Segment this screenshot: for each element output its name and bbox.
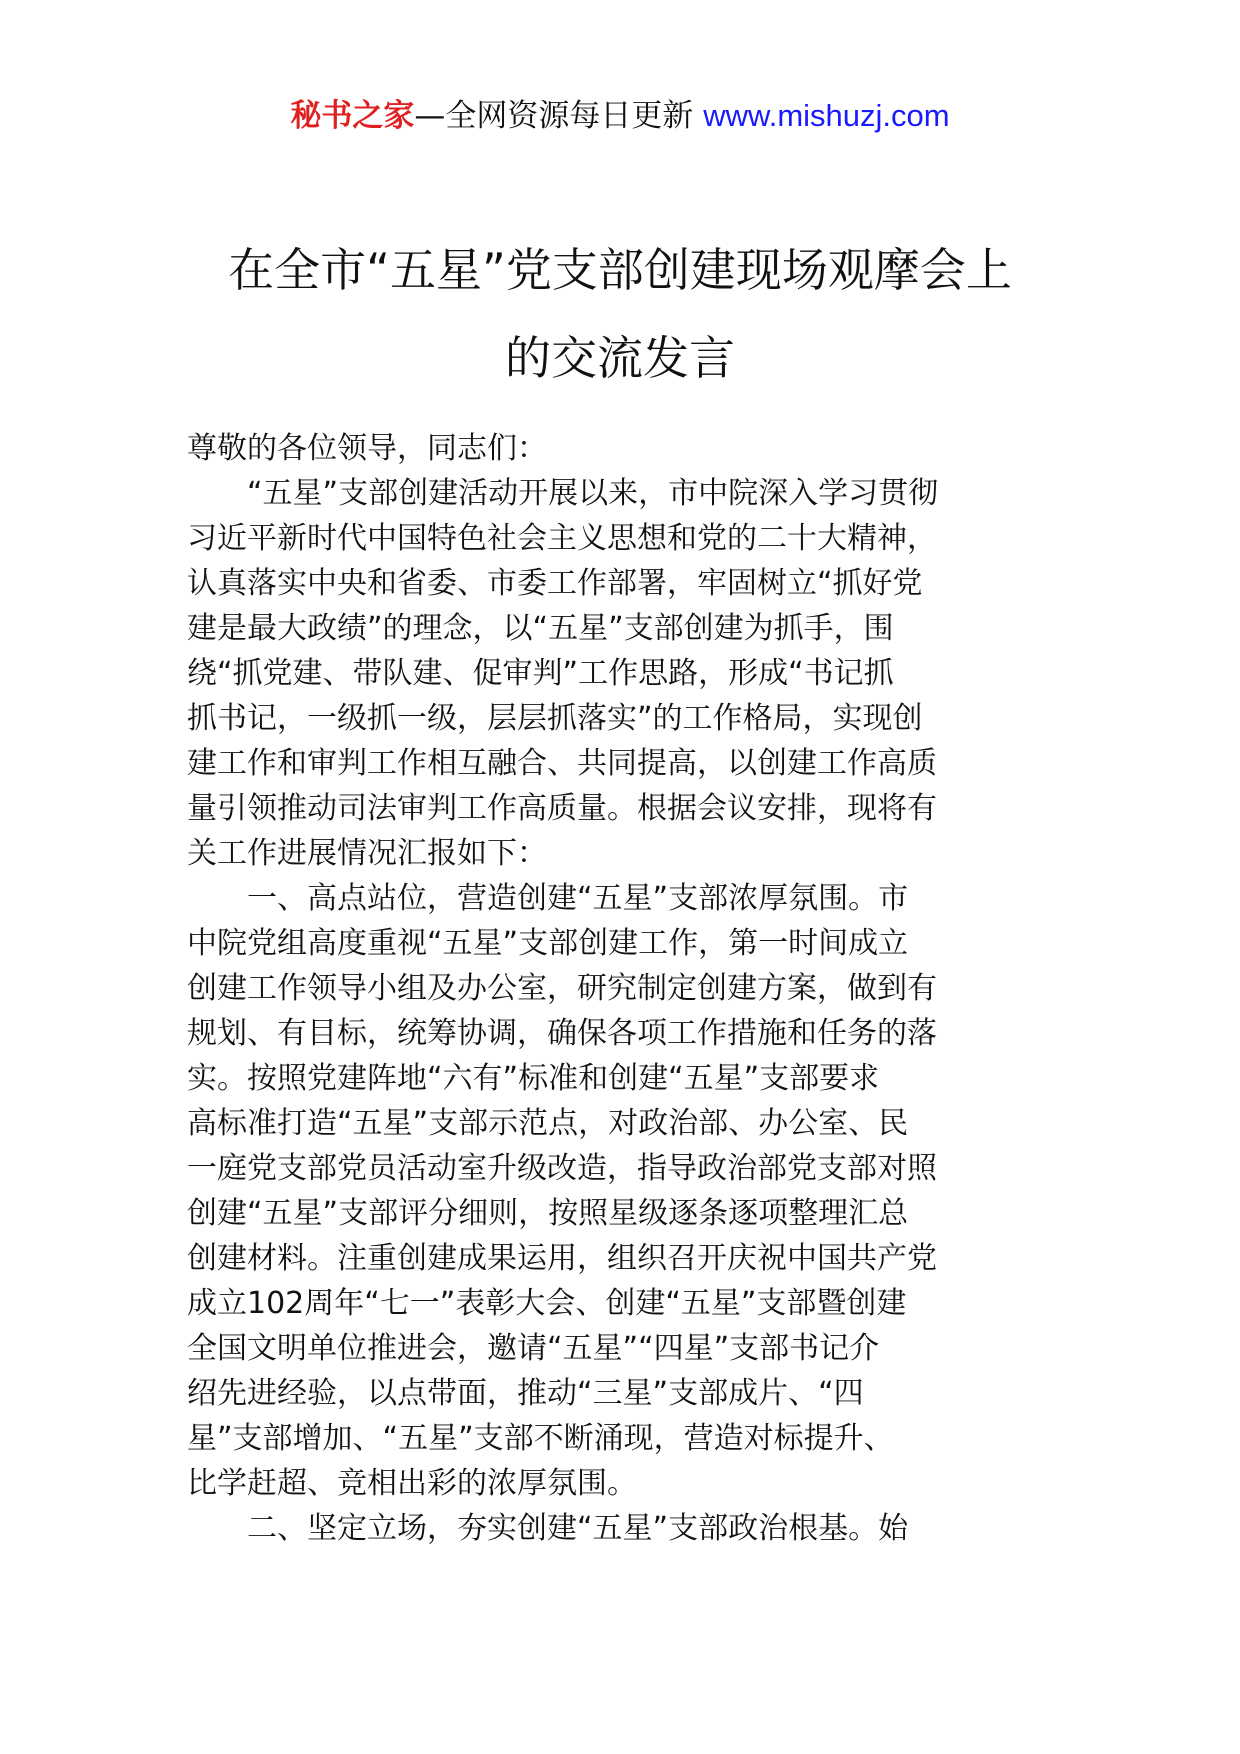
body-line: 中院党组高度重视“五星”支部创建工作，第一时间成立 — [187, 926, 909, 961]
body-line: 成立102周年“七一”表彰大会、创建“五星”支部暨创建 — [187, 1286, 907, 1321]
site-url-link[interactable]: www.mishuzj.com — [703, 98, 950, 133]
body-line: 绍先进经验，以点带面，推动“三星”支部成片、“四 — [187, 1376, 864, 1411]
body-line: 创建工作领导小组及办公室，研究制定创建方案，做到有 — [187, 971, 937, 1006]
body-line: 习近平新时代中国特色社会主义思想和党的二十大精神， — [187, 521, 937, 556]
body-line: 实。按照党建阵地“六有”标准和创建“五星”支部要求 — [187, 1061, 880, 1096]
body-line: 关工作进展情况汇报如下： — [187, 836, 547, 871]
body-line: 一庭党支部党员活动室升级改造，指导政治部党支部对照 — [187, 1151, 937, 1186]
header-tagline: —全网资源每日更新 — [414, 98, 704, 134]
body-line: 认真落实中央和省委、市委工作部署，牢固树立“抓好党 — [187, 566, 923, 601]
body-line: 创建“五星”支部评分细则，按照星级逐条逐项整理汇总 — [187, 1196, 909, 1231]
brand-name: 秘书之家 — [290, 98, 415, 134]
body-line: 建是最大政绩”的理念，以“五星”支部创建为抓手，围 — [187, 611, 894, 646]
body-line: 创建材料。注重创建成果运用，组织召开庆祝中国共产党 — [187, 1241, 937, 1276]
title-line-2: 的交流发言 — [505, 331, 735, 385]
section-heading-2: 二、坚定立场，夯实创建“五星”支部政治根基。始 — [187, 1511, 909, 1546]
body-line: 星”支部增加、“五星”支部不断涌现，营造对标提升、 — [187, 1421, 894, 1456]
salutation: 尊敬的各位领导，同志们： — [187, 431, 547, 466]
site-header — [0, 96, 1240, 136]
body-line: 量引领推动司法审判工作高质量。根据会议安排，现将有 — [187, 791, 937, 826]
title-line-1: 在全市“五星”党支部创建现场观摩会上 — [228, 243, 1012, 297]
body-line: “五星”支部创建活动开展以来，市中院深入学习贯彻 — [187, 476, 939, 511]
body-line: 比学赶超、竞相出彩的浓厚氛围。 — [187, 1466, 637, 1501]
body-line: 高标准打造“五星”支部示范点，对政治部、办公室、民 — [187, 1106, 909, 1141]
document-title — [120, 226, 1120, 402]
body-line: 建工作和审判工作相互融合、共同提高，以创建工作高质 — [187, 746, 937, 781]
body-line: 抓书记，一级抓一级，层层抓落实”的工作格局，实现创 — [187, 701, 923, 736]
body-line: 绕“抓党建、带队建、促审判”工作思路，形成“书记抓 — [187, 656, 894, 691]
body-line: 全国文明单位推进会，邀请“五星”“四星”支部书记介 — [187, 1331, 880, 1366]
document-body — [187, 426, 1053, 1551]
section-heading-1: 一、高点站位，营造创建“五星”支部浓厚氛围。市 — [187, 881, 909, 916]
body-line: 规划、有目标，统筹协调，确保各项工作措施和任务的落 — [187, 1016, 937, 1051]
